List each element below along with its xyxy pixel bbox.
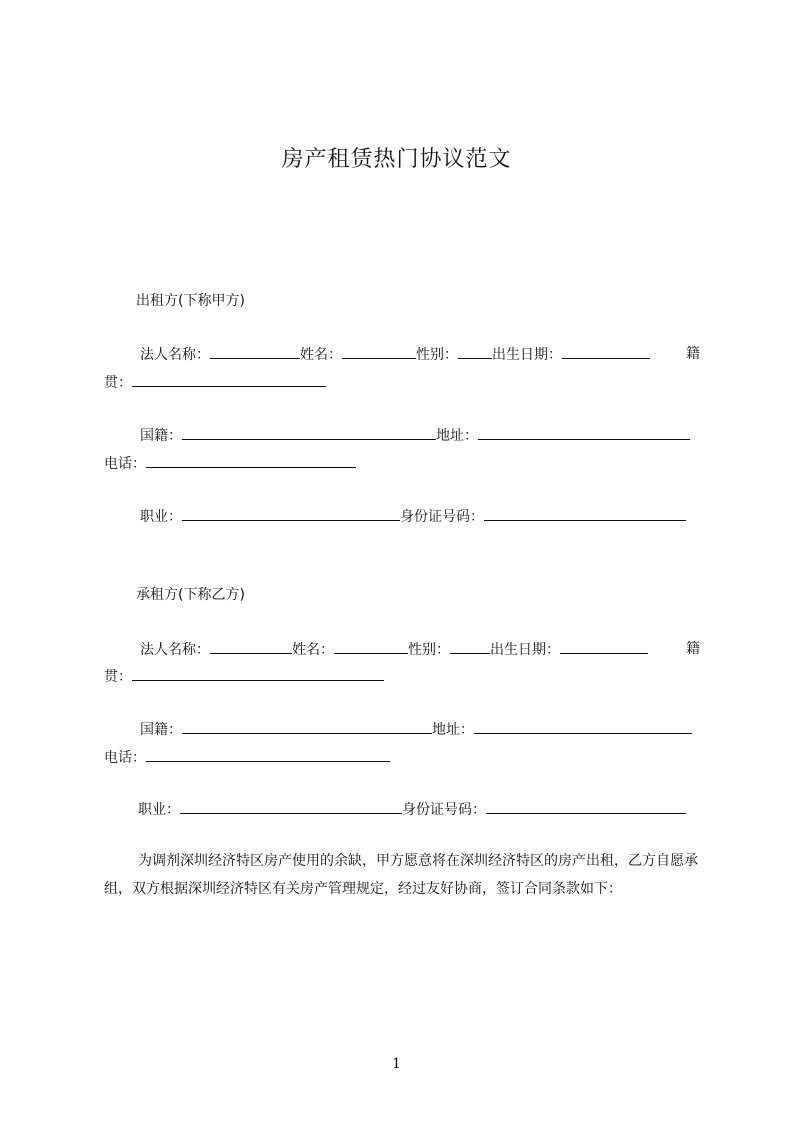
legal-name-field[interactable] [210,639,292,654]
lessee-row-1 [140,639,648,660]
lessee-row-5 [138,799,686,820]
address-label: 地址： [432,722,474,738]
lessor-row-4 [104,453,356,474]
address-label: 地址： [436,428,478,444]
nationality-label: 国籍： [140,722,182,738]
origin-label-part1: 籍 [686,346,700,362]
origin-label-part1: 籍 [686,641,700,657]
lessor-row-1 [140,344,650,365]
nationality-field[interactable] [182,425,436,440]
lessee-row-3 [140,719,692,740]
phone-label: 电话： [104,750,146,766]
id-label: 身份证号码： [402,802,486,818]
address-field[interactable] [478,425,690,440]
legal-name-field[interactable] [210,344,300,359]
nationality-field[interactable] [182,719,432,734]
birth-label: 出生日期： [490,642,560,658]
gender-label: 性别： [408,642,450,658]
occupation-label: 职业： [140,509,182,525]
birth-label: 出生日期： [492,347,562,363]
id-label: 身份证号码： [400,509,484,525]
occupation-label: 职业： [138,802,180,818]
gender-field[interactable] [458,344,492,359]
phone-field[interactable] [146,453,356,468]
legal-name-label: 法人名称： [140,642,210,658]
birth-field[interactable] [560,639,648,654]
origin-field[interactable] [132,666,384,681]
lessor-row-5 [140,506,686,527]
lessor-heading: 出租方(下称甲方) [136,293,245,309]
gender-field[interactable] [450,639,490,654]
origin-label: 贯： [104,669,132,685]
id-field[interactable] [484,506,686,521]
legal-name-label: 法人名称： [140,347,210,363]
lessee-heading: 承租方(下称乙方) [136,587,245,603]
id-field[interactable] [486,799,686,814]
birth-field[interactable] [562,344,650,359]
occupation-field[interactable] [182,506,400,521]
phone-field[interactable] [146,747,390,762]
origin-field[interactable] [132,372,326,387]
lessee-row-4 [104,747,390,768]
occupation-field[interactable] [180,799,402,814]
phone-label: 电话： [104,456,146,472]
document-title: 房产租赁热门协议范文 [281,147,512,172]
name-label: 姓名： [300,347,342,363]
origin-label: 贯： [104,375,132,391]
name-field[interactable] [342,344,416,359]
name-field[interactable] [334,639,408,654]
lessee-row-2 [104,666,384,687]
page-number: 1 [392,1056,401,1072]
lessor-row-2 [104,372,326,393]
gender-label: 性别： [416,347,458,363]
lessor-row-3 [140,425,690,446]
preamble-paragraph: 为调剂深圳经济特区房产使用的余缺，甲方愿意将在深圳经济特区的房产出租，乙方自愿承组，双方根据深圳经济特区有关房产管理规定，经过友好协商，签订合同条款如下： [104,853,698,897]
name-label: 姓名： [292,642,334,658]
address-field[interactable] [474,719,692,734]
nationality-label: 国籍： [140,428,182,444]
